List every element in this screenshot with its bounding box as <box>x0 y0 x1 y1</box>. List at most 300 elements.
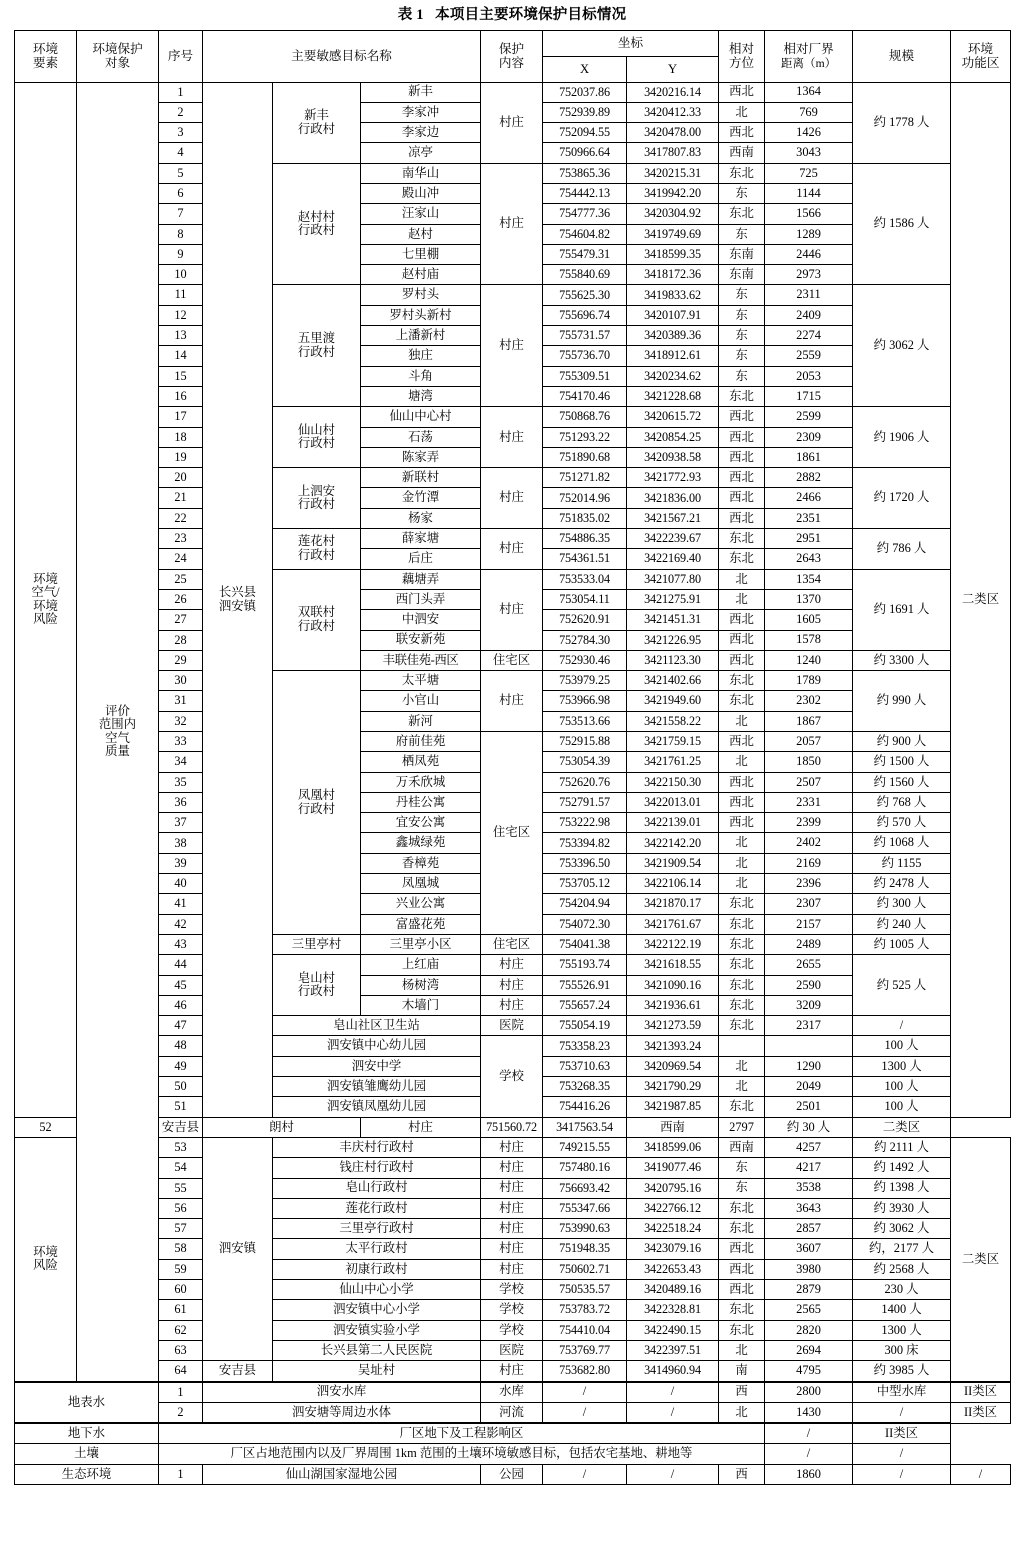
cell-direction: 东北 <box>719 691 765 711</box>
cell-coord-x: 752939.89 <box>543 102 627 122</box>
cell-village-zhaocun: 赵村村 行政村 <box>273 163 361 285</box>
cell-target-name: 泗安镇雏鹰幼儿园 <box>273 1077 481 1097</box>
cell-distance: 2399 <box>765 813 853 833</box>
cell-direction: 西北 <box>719 1259 765 1279</box>
cell-direction: 西北 <box>719 447 765 467</box>
cell-scale: 约 1778 人 <box>853 82 951 163</box>
cell-protection-content: 村庄 <box>481 1198 543 1218</box>
cell-coord-y: 3414960.94 <box>627 1361 719 1382</box>
cell-seq: 34 <box>159 752 203 772</box>
cell-seq: 58 <box>159 1239 203 1259</box>
cell-coord-x: 753966.98 <box>543 691 627 711</box>
cell-target-name: 仙山中心村 <box>361 407 481 427</box>
cell-coord-x: 750602.71 <box>543 1259 627 1279</box>
table-row <box>15 1423 1011 1444</box>
cell-scale: / <box>765 1423 853 1444</box>
cell-function-zone: II类区 <box>853 1423 951 1444</box>
cell-scale: 约 30 人 <box>765 1117 853 1137</box>
table-row <box>15 82 1011 102</box>
table-caption: 本项目主要环境保护目标情况 <box>435 7 627 23</box>
cell-target-name: 陈家弄 <box>361 447 481 467</box>
cell-seq: 52 <box>15 1117 77 1137</box>
cell-distance: 3043 <box>765 143 853 163</box>
cell-county-anji: 安吉县 <box>203 1361 273 1382</box>
cell-direction: 北 <box>719 102 765 122</box>
cell-scale: 约 3985 人 <box>853 1361 951 1382</box>
cell-distance: 2309 <box>765 427 853 447</box>
table-row <box>15 934 1011 954</box>
cell-scale: 约 990 人 <box>853 671 951 732</box>
cell-seq: 22 <box>159 508 203 528</box>
cell-direction: 东 <box>719 346 765 366</box>
cell-direction: 西北 <box>719 82 765 102</box>
cell-seq: 14 <box>159 346 203 366</box>
table-row <box>15 1444 1011 1464</box>
cell-distance: 3209 <box>765 995 853 1015</box>
table-row <box>15 1320 1011 1340</box>
cell-coord-y: 3419833.62 <box>627 285 719 305</box>
table-row <box>15 163 1011 183</box>
cell-coord-x: 753358.23 <box>543 1036 627 1056</box>
cell-scale: 约 240 人 <box>853 914 951 934</box>
cell-direction: 北 <box>719 1056 765 1076</box>
cell-scale: 约 1500 人 <box>853 752 951 772</box>
cell-distance: 1860 <box>765 1464 853 1484</box>
cell-scale: 约 2111 人 <box>853 1137 951 1157</box>
cell-target-name: 石荡 <box>361 427 481 447</box>
cell-direction: 北 <box>719 874 765 894</box>
cell-protection-content: 村庄 <box>481 671 543 732</box>
cell-coord-x: 755193.74 <box>543 955 627 975</box>
cell-coord-x: 756693.42 <box>543 1178 627 1198</box>
cell-distance: 2559 <box>765 346 853 366</box>
cell-target-name: 南华山 <box>361 163 481 183</box>
cell-scale: 约 3062 人 <box>853 285 951 407</box>
cell-coord-x: 750966.64 <box>543 143 627 163</box>
cell-seq: 17 <box>159 407 203 427</box>
cell-distance: 1430 <box>765 1402 853 1423</box>
cell-town-sian: 泗安镇 <box>203 1137 273 1360</box>
cell-target-name: 后庄 <box>361 549 481 569</box>
cell-seq: 13 <box>159 326 203 346</box>
header-coord-y: Y <box>627 56 719 82</box>
cell-target-name: 凉亭 <box>361 143 481 163</box>
cell-target-name: 联安新苑 <box>361 630 481 650</box>
cell-target-name: 泗安中学 <box>273 1056 481 1076</box>
cell-coord-y: 3421618.55 <box>627 955 719 975</box>
cell-target-name: 鑫城绿苑 <box>361 833 481 853</box>
cell-distance: 2800 <box>765 1382 853 1403</box>
cell-coord-x: 753682.80 <box>543 1361 627 1382</box>
cell-coord-y: 3422106.14 <box>627 874 719 894</box>
cell-protection-content: 学校 <box>481 1300 543 1320</box>
cell-coord-x: 753513.66 <box>543 711 627 731</box>
cell-distance: 1867 <box>765 711 853 731</box>
cell-distance: 3980 <box>765 1259 853 1279</box>
cell-scale: 约 2568 人 <box>853 1259 951 1279</box>
cell-coord-y: 3418599.35 <box>627 244 719 264</box>
cell-direction: 东 <box>719 285 765 305</box>
cell-coord-x: 752930.46 <box>543 650 627 670</box>
cell-target-name: 上潘新村 <box>361 326 481 346</box>
cell-coord-x: / <box>543 1382 627 1403</box>
cell-target-name: 栖凤苑 <box>361 752 481 772</box>
cell-seq: 19 <box>159 447 203 467</box>
table-row <box>15 407 1011 427</box>
cell-direction: 东北 <box>719 995 765 1015</box>
cell-coord-y: 3421870.17 <box>627 894 719 914</box>
cell-coord-x: 753705.12 <box>543 874 627 894</box>
cell-coord-x: 754777.36 <box>543 204 627 224</box>
table-body <box>15 82 1011 1484</box>
table-row <box>15 732 1011 752</box>
cell-direction: 北 <box>719 1077 765 1097</box>
cell-coord-y: 3421936.61 <box>627 995 719 1015</box>
cell-coord-y: 3421451.31 <box>627 610 719 630</box>
cell-target-name: 长兴县第二人民医院 <box>273 1340 481 1360</box>
cell-coord-x: 754041.38 <box>543 934 627 954</box>
cell-coord-x: 754416.26 <box>543 1097 627 1117</box>
cell-coord-y: 3421090.16 <box>627 975 719 995</box>
cell-protection-content: 村庄 <box>481 1361 543 1382</box>
cell-village-xianshan: 仙山村 行政村 <box>273 407 361 468</box>
cell-coord-x: 752094.55 <box>543 123 627 143</box>
cell-coord-x: 750868.76 <box>543 407 627 427</box>
cell-seq: 15 <box>159 366 203 386</box>
cell-coord-x: 753783.72 <box>543 1300 627 1320</box>
cell-function-zone: 二类区 <box>951 1137 1011 1381</box>
cell-seq: 8 <box>159 224 203 244</box>
cell-coord-y: 3421761.25 <box>627 752 719 772</box>
header-coordinates: 坐标 <box>543 30 719 56</box>
header-boundary-distance: 相对厂界 距离（m） <box>765 30 853 82</box>
cell-distance: 2882 <box>765 468 853 488</box>
cell-protection-content: 河流 <box>481 1402 543 1423</box>
cell-target-name: 罗村头新村 <box>361 305 481 325</box>
cell-coord-x: 749215.55 <box>543 1137 627 1157</box>
cell-coord-y: 3422239.67 <box>627 529 719 549</box>
cell-scale: 100 人 <box>853 1077 951 1097</box>
cell-protection-content: 公园 <box>481 1464 543 1484</box>
cell-target-name: 泗安镇中心幼儿园 <box>273 1036 481 1056</box>
cell-coord-y: 3422397.51 <box>627 1340 719 1360</box>
cell-coord-x: 754442.13 <box>543 183 627 203</box>
cell-coord-x: 755479.31 <box>543 244 627 264</box>
cell-scale: 约 525 人 <box>853 955 951 1016</box>
cell-coord-y: 3418172.36 <box>627 265 719 285</box>
cell-distance: 2466 <box>765 488 853 508</box>
cell-distance: 2694 <box>765 1340 853 1360</box>
cell-protection-content: 村庄 <box>481 955 543 975</box>
cell-direction: 东北 <box>719 914 765 934</box>
cell-coord-y: 3421393.24 <box>627 1036 719 1056</box>
cell-direction: 西北 <box>719 123 765 143</box>
cell-protection-content: 村庄 <box>481 407 543 468</box>
cell-coord-x: 755054.19 <box>543 1016 627 1036</box>
cell-scale: 约 1155 <box>853 853 951 873</box>
cell-direction: 东北 <box>719 955 765 975</box>
cell-coord-x: 751835.02 <box>543 508 627 528</box>
cell-seq: 27 <box>159 610 203 630</box>
header-function-zone: 环境 功能区 <box>951 30 1011 82</box>
cell-coord-y: 3422490.15 <box>627 1320 719 1340</box>
header-protection-content: 保护 内容 <box>481 30 543 82</box>
cell-village-lianhua: 莲花村 行政村 <box>273 529 361 570</box>
table-row <box>15 1259 1011 1279</box>
cell-direction: 东北 <box>719 975 765 995</box>
cell-coord-x: 753394.82 <box>543 833 627 853</box>
cell-seq: 30 <box>159 671 203 691</box>
cell-direction: 西北 <box>719 468 765 488</box>
cell-target-name: 三里亭小区 <box>361 934 481 954</box>
cell-direction: 西北 <box>719 650 765 670</box>
cell-distance: 1289 <box>765 224 853 244</box>
cell-coord-x: 753268.35 <box>543 1077 627 1097</box>
cell-scale: 约，2177 人 <box>853 1239 951 1259</box>
cell-coord-y: 3422766.12 <box>627 1198 719 1218</box>
cell-target-name: 七里棚 <box>361 244 481 264</box>
cell-seq: 2 <box>159 1402 203 1423</box>
cell-village-shangsian: 上泗安 行政村 <box>273 468 361 529</box>
cell-target-name: 李家边 <box>361 123 481 143</box>
cell-village-shuanglian: 双联村 行政村 <box>273 569 361 670</box>
cell-coord-y: 3422139.01 <box>627 813 719 833</box>
cell-target-name: 钱庄村行政村 <box>273 1158 481 1178</box>
cell-coord-x: 754886.35 <box>543 529 627 549</box>
table-row <box>15 529 1011 549</box>
cell-scale: 1300 人 <box>853 1320 951 1340</box>
cell-direction: 东北 <box>719 386 765 406</box>
cell-target-name: 丰联佳苑-西区 <box>361 650 481 670</box>
cell-target-name: 莲花行政村 <box>273 1198 481 1218</box>
cell-protection-content: 村庄 <box>481 285 543 407</box>
cell-distance: 2302 <box>765 691 853 711</box>
cell-seq: 29 <box>159 650 203 670</box>
cell-protection-content: 村庄 <box>481 82 543 163</box>
cell-distance: 2169 <box>765 853 853 873</box>
table-row <box>15 1137 1011 1157</box>
cell-direction: 东北 <box>719 1320 765 1340</box>
cell-direction: 东北 <box>719 1016 765 1036</box>
cell-target-name: 凤凰城 <box>361 874 481 894</box>
cell-direction: 东 <box>719 326 765 346</box>
cell-distance: 1144 <box>765 183 853 203</box>
table-row <box>15 1219 1011 1239</box>
cell-distance: 2307 <box>765 894 853 914</box>
cell-scale: 约 1691 人 <box>853 569 951 650</box>
cell-direction <box>719 1036 765 1056</box>
cell-target-name: 泗安镇实验小学 <box>273 1320 481 1340</box>
cell-seq: 47 <box>159 1016 203 1036</box>
cell-protection-content: 村庄 <box>481 1239 543 1259</box>
cell-distance: 2879 <box>765 1280 853 1300</box>
cell-coord-y: 3419942.20 <box>627 183 719 203</box>
cell-coord-y: 3421987.85 <box>627 1097 719 1117</box>
cell-coord-y: 3422518.24 <box>627 1219 719 1239</box>
cell-protection-content: 住宅区 <box>481 934 543 954</box>
cell-seq: 33 <box>159 732 203 752</box>
cell-scale: 约 1586 人 <box>853 163 951 285</box>
cell-seq: 44 <box>159 955 203 975</box>
cell-scale: 300 床 <box>853 1340 951 1360</box>
cell-direction: 东 <box>719 183 765 203</box>
cell-scale: 约 570 人 <box>853 813 951 833</box>
cell-scale: 1300 人 <box>853 1056 951 1076</box>
cell-seq: 41 <box>159 894 203 914</box>
cell-direction: 东北 <box>719 1198 765 1218</box>
cell-distance: 2590 <box>765 975 853 995</box>
cell-function-zone: / <box>853 1444 951 1464</box>
cell-distance: 1364 <box>765 82 853 102</box>
cell-direction: 西北 <box>719 407 765 427</box>
cell-target-name: 杨家 <box>361 508 481 528</box>
cell-seq: 56 <box>159 1198 203 1218</box>
cell-target-name: 三里亭行政村 <box>273 1219 481 1239</box>
cell-coord-x: 754361.51 <box>543 549 627 569</box>
cell-env-element-groundwater: 地下水 <box>15 1423 159 1444</box>
cell-direction: 西北 <box>719 813 765 833</box>
cell-distance: 2565 <box>765 1300 853 1320</box>
cell-coord-x: 753990.63 <box>543 1219 627 1239</box>
cell-county-anji: 安吉县 <box>159 1117 203 1137</box>
cell-target-name: 杨树湾 <box>361 975 481 995</box>
cell-distance: 2797 <box>719 1117 765 1137</box>
cell-scale: 约 1492 人 <box>853 1158 951 1178</box>
cell-village-xinfeng: 新丰 行政村 <box>273 82 361 163</box>
cell-target-name: 赵村庙 <box>361 265 481 285</box>
cell-coord-y: 3420216.14 <box>627 82 719 102</box>
cell-target-name: 香樟苑 <box>361 853 481 873</box>
header-target-name: 主要敏感目标名称 <box>203 30 481 82</box>
table-row <box>15 569 1011 589</box>
cell-direction: 西北 <box>719 630 765 650</box>
cell-coord-y: 3420389.36 <box>627 326 719 346</box>
cell-protection-content: 村庄 <box>481 1219 543 1239</box>
cell-seq: 55 <box>159 1178 203 1198</box>
cell-distance: 4795 <box>765 1361 853 1382</box>
cell-village-wulidu: 五里渡 行政村 <box>273 285 361 407</box>
cell-target-name: 宜安公寓 <box>361 813 481 833</box>
cell-target-name: 朗村 <box>203 1117 361 1137</box>
cell-direction: 东北 <box>719 529 765 549</box>
cell-target-name: 塘湾 <box>361 386 481 406</box>
cell-target-name: 中泗安 <box>361 610 481 630</box>
cell-coord-x: 753865.36 <box>543 163 627 183</box>
cell-target-name: 新联村 <box>361 468 481 488</box>
cell-seq: 16 <box>159 386 203 406</box>
cell-coord-y: 3421836.00 <box>627 488 719 508</box>
cell-village-zaoshan: 皂山村 行政村 <box>273 955 361 1016</box>
cell-coord-x: 751560.72 <box>481 1117 543 1137</box>
cell-coord-x: / <box>543 1402 627 1423</box>
cell-distance: 1789 <box>765 671 853 691</box>
cell-direction: 东北 <box>719 934 765 954</box>
table-row <box>15 285 1011 305</box>
cell-direction: 北 <box>719 589 765 609</box>
cell-coord-x: 755840.69 <box>543 265 627 285</box>
cell-direction: 东 <box>719 305 765 325</box>
cell-seq: 25 <box>159 569 203 589</box>
cell-distance: 1354 <box>765 569 853 589</box>
cell-direction: 西北 <box>719 732 765 752</box>
cell-seq: 59 <box>159 1259 203 1279</box>
cell-direction: 北 <box>719 711 765 731</box>
cell-protection-content: 住宅区 <box>481 650 543 670</box>
cell-protection-object-air-quality: 评价 范围内 空气 质量 <box>77 82 159 1382</box>
cell-scale: / <box>853 1016 951 1036</box>
cell-env-element-risk: 环境 风险 <box>15 1137 77 1381</box>
cell-seq: 10 <box>159 265 203 285</box>
cell-protection-content: 住宅区 <box>481 732 543 935</box>
cell-distance: 2643 <box>765 549 853 569</box>
cell-distance: 2599 <box>765 407 853 427</box>
cell-distance: 1290 <box>765 1056 853 1076</box>
cell-coord-y: 3420234.62 <box>627 366 719 386</box>
cell-target-name: 殿山冲 <box>361 183 481 203</box>
cell-coord-y: 3421772.93 <box>627 468 719 488</box>
cell-distance: 2351 <box>765 508 853 528</box>
cell-seq: 62 <box>159 1320 203 1340</box>
cell-coord-x: 752791.57 <box>543 792 627 812</box>
cell-scale: / <box>765 1444 853 1464</box>
cell-target-name: 赵村 <box>361 224 481 244</box>
cell-coord-x: 754604.82 <box>543 224 627 244</box>
cell-seq: 60 <box>159 1280 203 1300</box>
cell-coord-y: 3421949.60 <box>627 691 719 711</box>
cell-direction: 西北 <box>719 427 765 447</box>
cell-coord-y: 3419077.46 <box>627 1158 719 1178</box>
cell-coord-y: 3421077.80 <box>627 569 719 589</box>
cell-distance: 1426 <box>765 123 853 143</box>
cell-distance: 1605 <box>765 610 853 630</box>
cell-coord-x: 755347.66 <box>543 1198 627 1218</box>
cell-target-name: 厂区地下及工程影响区 <box>159 1423 765 1444</box>
cell-scale: 约 3062 人 <box>853 1219 951 1239</box>
cell-seq: 38 <box>159 833 203 853</box>
cell-distance: 1850 <box>765 752 853 772</box>
cell-target-name: 独庄 <box>361 346 481 366</box>
page-title <box>14 0 1010 30</box>
table-row <box>15 1340 1011 1360</box>
cell-coord-y: 3420304.92 <box>627 204 719 224</box>
cell-protection-content: 村庄 <box>481 1178 543 1198</box>
cell-target-name: 太平塘 <box>361 671 481 691</box>
table-row <box>15 671 1011 691</box>
cell-seq: 21 <box>159 488 203 508</box>
cell-direction: 西 <box>719 1464 765 1484</box>
cell-direction: 西南 <box>719 143 765 163</box>
cell-coord-y: 3421275.91 <box>627 589 719 609</box>
cell-seq: 48 <box>159 1036 203 1056</box>
cell-coord-x: 753054.11 <box>543 589 627 609</box>
table-header-row-1 <box>15 30 1011 56</box>
cell-seq: 28 <box>159 630 203 650</box>
cell-seq: 45 <box>159 975 203 995</box>
cell-coord-x: 751293.22 <box>543 427 627 447</box>
cell-seq: 57 <box>159 1219 203 1239</box>
cell-distance: 3607 <box>765 1239 853 1259</box>
cell-seq: 37 <box>159 813 203 833</box>
cell-coord-y: / <box>627 1402 719 1423</box>
cell-distance: 2057 <box>765 732 853 752</box>
cell-coord-y: 3420489.16 <box>627 1280 719 1300</box>
cell-scale: 约 1560 人 <box>853 772 951 792</box>
cell-direction: 西北 <box>719 508 765 528</box>
header-coord-x: X <box>543 56 627 82</box>
cell-distance: 2655 <box>765 955 853 975</box>
cell-direction: 西 <box>719 1382 765 1403</box>
cell-scale: 约 2478 人 <box>853 874 951 894</box>
